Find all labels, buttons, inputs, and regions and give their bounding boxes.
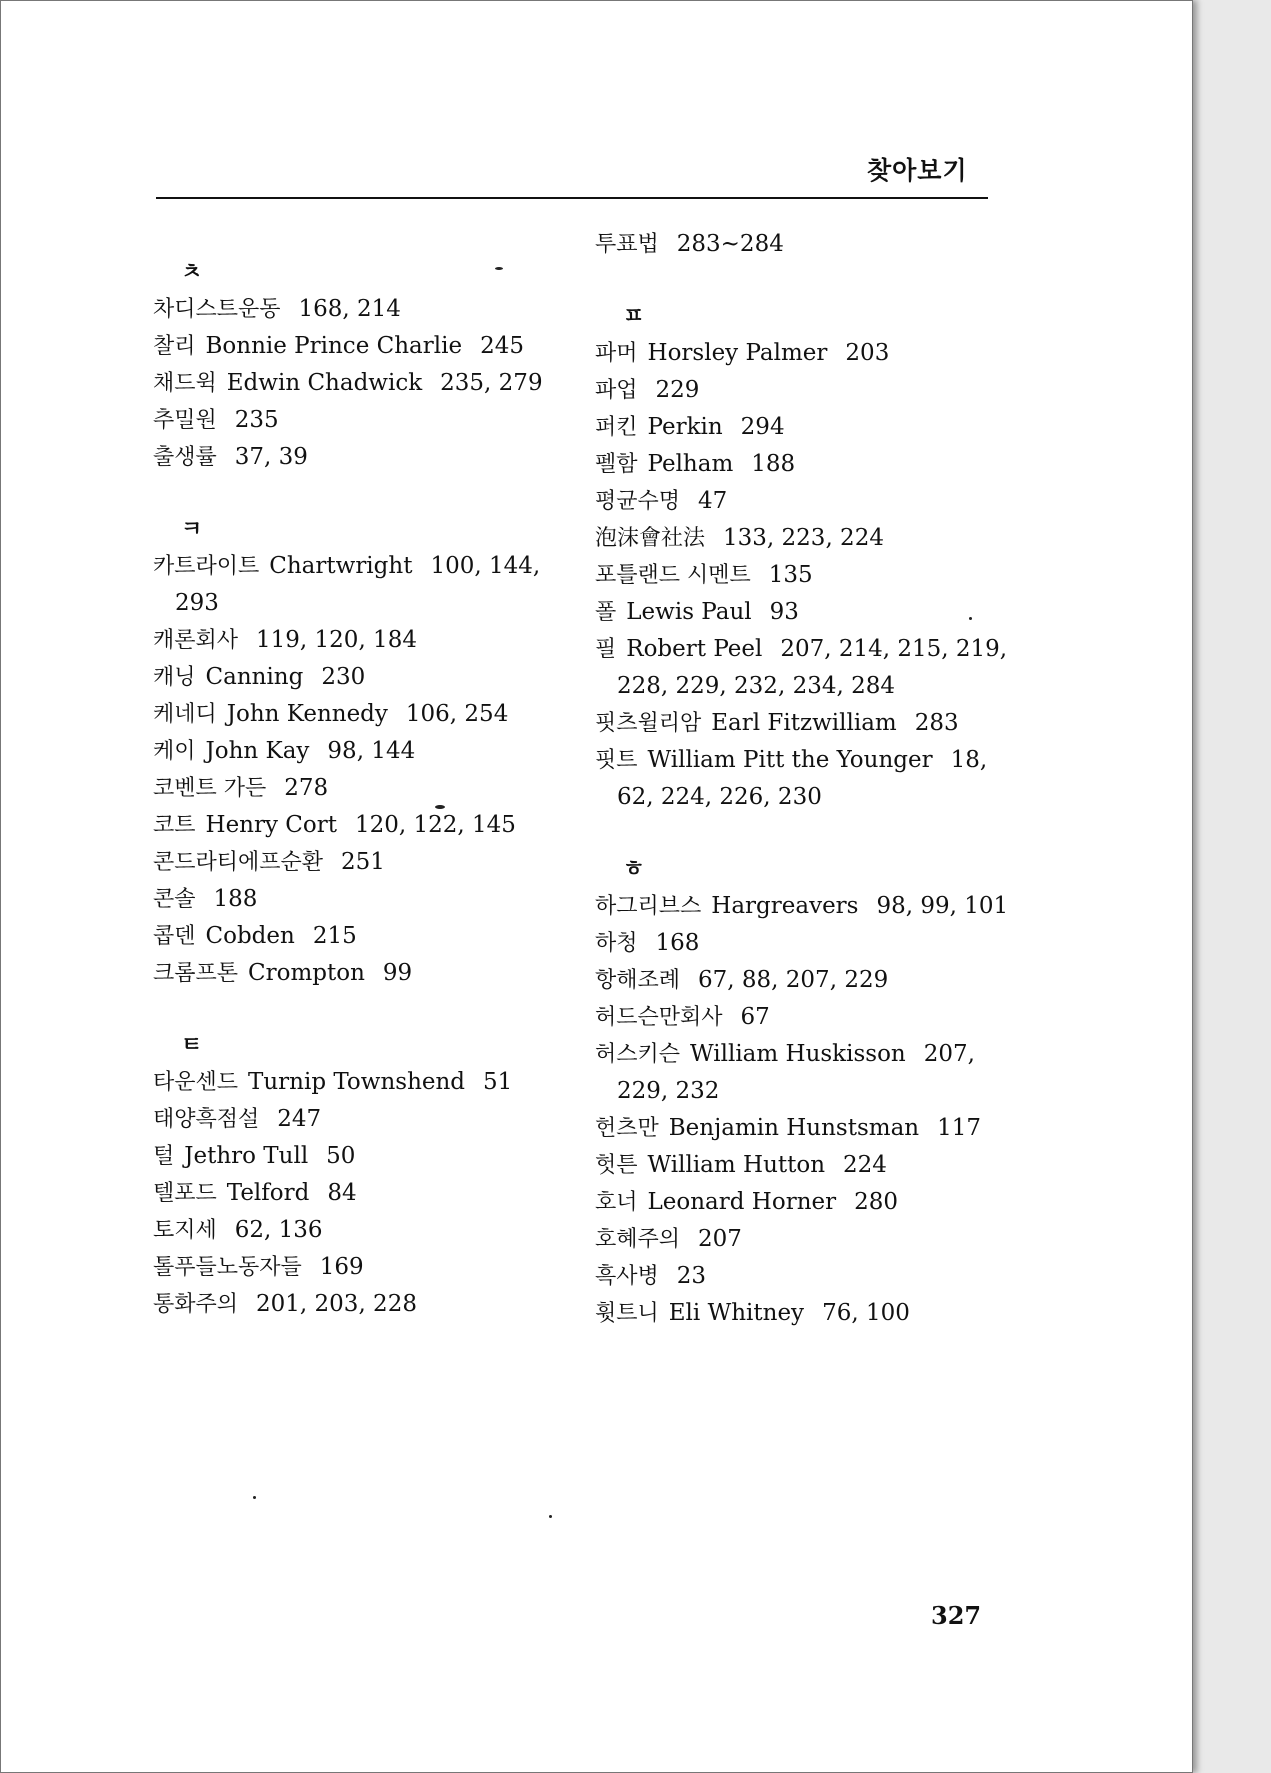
index-term: 카트라이트 [153, 554, 260, 579]
index-pages: 230 [321, 664, 366, 690]
index-entry [153, 955, 553, 992]
index-term: 휫트니 [595, 1301, 659, 1326]
index-pages: 215 [312, 923, 357, 949]
scan-speck [435, 805, 445, 809]
index-term: 평균수명 [595, 489, 681, 514]
index-group-letter: ㅎ [623, 857, 645, 882]
index-name: Earl Fitzwilliam [711, 710, 897, 736]
index-pages: 245 [480, 333, 524, 359]
index-name: Cobden [205, 923, 295, 949]
index-name: Bonnie Prince Charlie [205, 333, 463, 359]
index-entry [153, 402, 553, 439]
index-pages-continued: 293 [175, 590, 219, 616]
index-pages: 168 [655, 930, 700, 956]
index-group [153, 1028, 553, 1323]
index-term: 호혜주의 [595, 1227, 681, 1252]
index-term: 포틀랜드 시멘트 [595, 563, 751, 588]
index-pages: 37, 39 [234, 444, 308, 470]
index-entry [595, 1110, 1005, 1147]
index-pages: 51 [483, 1069, 513, 1095]
index-pages: 120, 122, 145 [354, 812, 516, 838]
index-pages: 224 [843, 1152, 887, 1178]
index-name: Jethro Tull [184, 1143, 309, 1169]
index-term: 폴 [595, 600, 617, 625]
index-entry [153, 622, 553, 659]
index-entry [153, 1101, 553, 1138]
index-term: 텔포드 [153, 1181, 217, 1206]
index-pages-continued: 229, 232 [617, 1078, 720, 1104]
index-pages: 119, 120, 184 [256, 627, 417, 653]
index-term: 태양흑점설 [153, 1107, 260, 1132]
index-entry [153, 291, 553, 328]
index-name: Eli Whitney [668, 1300, 805, 1326]
index-term: 하그리브스 [595, 894, 702, 919]
index-entry [153, 328, 553, 365]
index-term: 헌츠만 [595, 1116, 659, 1141]
index-entry [595, 446, 1005, 483]
index-pages: 247 [277, 1106, 322, 1132]
index-name: Lewis Paul [626, 599, 752, 625]
index-pages: 106, 254 [405, 701, 509, 727]
index-entry [153, 1064, 553, 1101]
index-name: Turnip Townshend [248, 1069, 466, 1095]
index-entry [595, 335, 1005, 372]
index-term: 케이 [153, 739, 196, 764]
index-pages: 207 [698, 1226, 742, 1252]
scan-speck [969, 617, 972, 620]
index-name: Pelham [647, 451, 734, 477]
index-pages: 168, 214 [298, 296, 401, 322]
index-term: 콘드라티에프순환 [153, 850, 324, 875]
index-entry [153, 807, 553, 844]
index-entry [153, 1175, 553, 1212]
index-entry [595, 409, 1005, 446]
index-name: John Kay [205, 738, 310, 764]
scan-speck [495, 267, 503, 270]
index-name: William Hutton [647, 1152, 826, 1178]
index-name: Robert Peel [626, 636, 763, 662]
index-term: 코벤트 가든 [153, 776, 267, 801]
index-pages: 135 [768, 562, 813, 588]
index-pages: 67, 88, 207, 229 [698, 967, 889, 993]
index-name: Crompton [248, 960, 365, 986]
index-pages: 203 [845, 340, 890, 366]
index-entry [595, 1258, 1005, 1295]
index-entry [595, 631, 1008, 668]
index-term: 캐닝 [153, 665, 196, 690]
index-term: 통화주의 [153, 1292, 239, 1317]
index-term: 콥덴 [153, 924, 196, 949]
index-entry [153, 881, 553, 918]
index-entry [595, 888, 1009, 925]
index-name: Perkin [647, 414, 723, 440]
index-pages: 50 [326, 1143, 356, 1169]
index-pages: 76, 100 [822, 1300, 910, 1326]
index-pages: 283~284 [676, 231, 784, 257]
index-group [595, 852, 1009, 1332]
index-entry [595, 1184, 1005, 1221]
index-pages: 201, 203, 228 [256, 1291, 417, 1317]
index-entry [153, 1212, 553, 1249]
index-pages: 235, 279 [440, 370, 543, 396]
index-term: 필 [595, 637, 617, 662]
index-entry [595, 1147, 1005, 1184]
index-entry [153, 1138, 553, 1175]
index-term: 콘솔 [153, 887, 196, 912]
index-entry [595, 999, 1005, 1036]
index-term: 항해조례 [595, 968, 681, 993]
index-pages: 98, 99, 101 [876, 893, 1009, 919]
index-entry [153, 733, 553, 770]
index-name: Telford [226, 1180, 310, 1206]
index-pages: 188 [751, 451, 796, 477]
index-term: 펠함 [595, 452, 638, 477]
index-pages: 47 [698, 488, 728, 514]
index-name: John Kennedy [226, 701, 388, 727]
header-rule [156, 197, 988, 199]
index-name: Chartwright [269, 553, 413, 579]
index-entry [595, 372, 1005, 409]
index-entry [595, 226, 1005, 263]
index-group-letter: ㅍ [623, 304, 645, 329]
index-term: 하청 [595, 931, 638, 956]
index-term: 케네디 [153, 702, 217, 727]
index-entry [153, 659, 553, 696]
index-group-letter: ㅊ [181, 260, 203, 285]
index-column-right [595, 226, 1009, 1368]
index-pages: 133, 223, 224 [723, 525, 884, 551]
index-name: Canning [205, 664, 304, 690]
index-pages-continued: 62, 224, 226, 230 [617, 784, 822, 810]
index-pages: 84 [327, 1180, 357, 1206]
index-term: 찰리 [153, 334, 196, 359]
page-number: 327 [931, 1601, 982, 1630]
index-entry [595, 742, 1005, 779]
index-term: 헛튼 [595, 1153, 638, 1178]
index-term: 퍼킨 [595, 415, 638, 440]
index-entry [153, 696, 553, 733]
index-entry [153, 365, 553, 402]
index-term: 핏트 [595, 748, 638, 773]
index-entry [153, 1286, 553, 1323]
index-term: 털 [153, 1144, 175, 1169]
index-term: 차디스트운동 [153, 297, 281, 322]
index-term: 추밀원 [153, 408, 217, 433]
index-pages: 117 [937, 1115, 981, 1141]
index-term: 호너 [595, 1190, 638, 1215]
index-term: 타운센드 [153, 1070, 239, 1095]
index-pages: 235 [234, 407, 279, 433]
index-entry [153, 548, 553, 585]
index-pages: 229 [655, 377, 700, 403]
index-pages: 62, 136 [234, 1217, 323, 1243]
index-pages: 207, 214, 215, 219, [780, 636, 1008, 662]
index-name: Henry Cort [205, 812, 337, 838]
scan-speck [549, 1515, 552, 1518]
index-term: 출생률 [153, 445, 217, 470]
index-entry [153, 1249, 553, 1286]
index-group-letter: ㅋ [181, 517, 203, 542]
index-pages: 99 [382, 960, 413, 986]
index-pages: 188 [213, 886, 258, 912]
index-pages: 98, 144 [327, 738, 416, 764]
index-term: 허스키슨 [595, 1042, 681, 1067]
index-pages-continued: 228, 229, 232, 234, 284 [617, 673, 895, 699]
index-pages: 207, [923, 1041, 975, 1067]
index-entry [595, 520, 1005, 557]
index-entry [153, 918, 553, 955]
running-header-title: 찾아보기 [867, 156, 968, 185]
index-term: 허드슨만회사 [595, 1005, 723, 1030]
index-term: 泡沫會社法 [595, 526, 706, 551]
index-group [595, 299, 1008, 816]
index-pages: 278 [284, 775, 329, 801]
index-group-letter: ㅌ [181, 1033, 203, 1058]
index-term: 흑사병 [595, 1264, 659, 1289]
index-pages: 93 [769, 599, 799, 625]
index-name: Edwin Chadwick [226, 370, 423, 396]
index-entry [595, 594, 1005, 631]
index-pages: 294 [740, 414, 785, 440]
index-pages: 280 [854, 1189, 899, 1215]
index-term: 토지세 [153, 1218, 217, 1243]
index-pages: 283 [914, 710, 959, 736]
index-term: 톨푸들노동자들 [153, 1255, 302, 1280]
index-entry [153, 844, 553, 881]
index-group [153, 512, 553, 992]
index-term: 파머 [595, 341, 638, 366]
index-term: 핏츠윌리암 [595, 711, 702, 736]
index-entry [595, 962, 1005, 999]
index-name: William Huskisson [690, 1041, 906, 1067]
index-name: Hargreavers [711, 893, 859, 919]
index-pages: 67 [740, 1004, 770, 1030]
index-pages: 251 [341, 849, 385, 875]
index-entry [595, 1221, 1005, 1258]
index-entry [153, 439, 553, 476]
index-group [153, 255, 553, 476]
index-group [595, 226, 1005, 263]
index-entry [595, 925, 1005, 962]
index-pages: 100, 144, [430, 553, 541, 579]
scan-speck [253, 1496, 256, 1499]
index-entry [595, 557, 1005, 594]
index-pages: 18, [950, 747, 988, 773]
index-term: 캐론회사 [153, 628, 239, 653]
index-name: William Pitt the Younger [647, 747, 933, 773]
index-term: 크롬프톤 [153, 961, 239, 986]
index-pages: 23 [676, 1263, 707, 1289]
index-term: 투표법 [595, 232, 659, 257]
index-term: 코트 [153, 813, 196, 838]
index-term: 파업 [595, 378, 638, 403]
index-name: Leonard Horner [647, 1189, 837, 1215]
index-entry [595, 483, 1005, 520]
index-entry [595, 1295, 1005, 1332]
index-entry [595, 1036, 1005, 1073]
index-column-left [153, 255, 553, 1359]
index-name: Horsley Palmer [647, 340, 828, 366]
index-name: Benjamin Hunstsman [668, 1115, 920, 1141]
index-term: 채드윅 [153, 371, 217, 396]
index-entry [153, 770, 553, 807]
index-pages: 169 [319, 1254, 364, 1280]
index-entry [595, 705, 1005, 742]
